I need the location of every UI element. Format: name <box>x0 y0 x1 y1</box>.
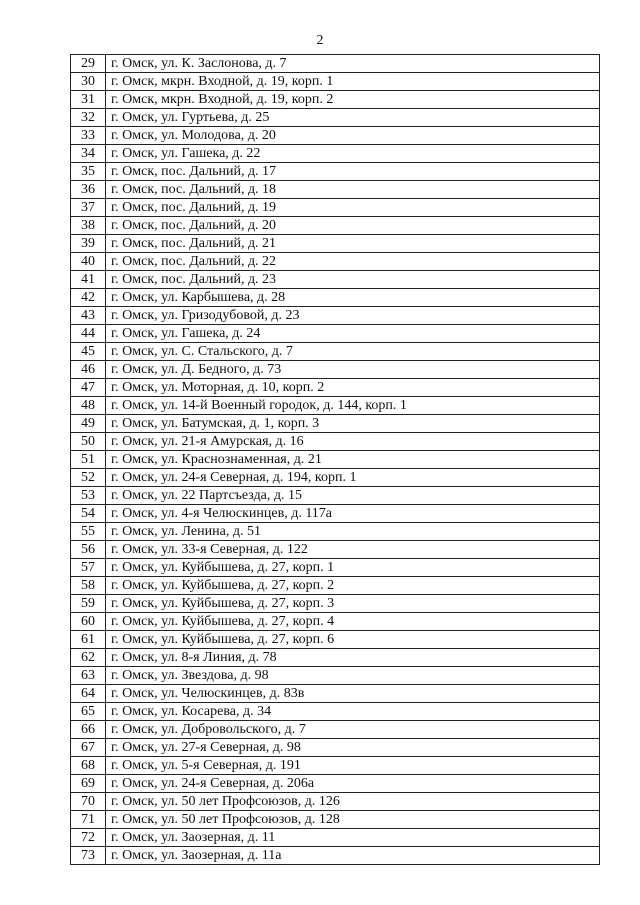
address-cell: г. Омск, ул. Звездова, д. 98 <box>106 667 600 685</box>
address-cell: г. Омск, ул. Челюскинцев, д. 83в <box>106 685 600 703</box>
row-number-cell: 58 <box>71 577 106 595</box>
table-row <box>71 289 600 307</box>
table-row <box>71 91 600 109</box>
row-number-cell: 59 <box>71 595 106 613</box>
table-row <box>71 523 600 541</box>
row-number-cell: 73 <box>71 847 106 865</box>
table-row <box>71 541 600 559</box>
row-number-cell: 45 <box>71 343 106 361</box>
address-cell: г. Омск, пос. Дальний, д. 17 <box>106 163 600 181</box>
table-row <box>71 847 600 865</box>
row-number-cell: 63 <box>71 667 106 685</box>
address-cell: г. Омск, ул. К. Заслонова, д. 7 <box>106 55 600 73</box>
address-cell: г. Омск, ул. 33-я Северная, д. 122 <box>106 541 600 559</box>
table-row <box>71 721 600 739</box>
address-cell: г. Омск, ул. Ленина, д. 51 <box>106 523 600 541</box>
address-cell: г. Омск, ул. 5-я Северная, д. 191 <box>106 757 600 775</box>
row-number-cell: 51 <box>71 451 106 469</box>
row-number-cell: 56 <box>71 541 106 559</box>
address-cell: г. Омск, ул. Молодова, д. 20 <box>106 127 600 145</box>
address-cell: г. Омск, ул. 14-й Военный городок, д. 144, корп. 1 <box>106 397 600 415</box>
table-row <box>71 109 600 127</box>
address-cell: г. Омск, ул. 50 лет Профсоюзов, д. 128 <box>106 811 600 829</box>
table-row <box>71 829 600 847</box>
table-row <box>71 199 600 217</box>
table-row <box>71 163 600 181</box>
address-cell: г. Омск, ул. Д. Бедного, д. 73 <box>106 361 600 379</box>
row-number-cell: 69 <box>71 775 106 793</box>
row-number-cell: 50 <box>71 433 106 451</box>
row-number-cell: 36 <box>71 181 106 199</box>
table-row <box>71 433 600 451</box>
address-cell: г. Омск, ул. 4-я Челюскинцев, д. 117а <box>106 505 600 523</box>
table-row <box>71 595 600 613</box>
address-cell: г. Омск, ул. Гризодубовой, д. 23 <box>106 307 600 325</box>
row-number-cell: 67 <box>71 739 106 757</box>
table-row <box>71 55 600 73</box>
page-number: 2 <box>316 33 324 48</box>
table-row <box>71 235 600 253</box>
address-cell: г. Омск, ул. 27-я Северная, д. 98 <box>106 739 600 757</box>
address-cell: г. Омск, ул. 24-я Северная, д. 194, корп. 1 <box>106 469 600 487</box>
address-cell: г. Омск, ул. Гуртьева, д. 25 <box>106 109 600 127</box>
row-number-cell: 40 <box>71 253 106 271</box>
table-row <box>71 703 600 721</box>
table-row <box>71 73 600 91</box>
address-cell: г. Омск, пос. Дальний, д. 21 <box>106 235 600 253</box>
table-row <box>71 685 600 703</box>
row-number-cell: 70 <box>71 793 106 811</box>
address-cell: г. Омск, ул. Куйбышева, д. 27, корп. 4 <box>106 613 600 631</box>
table-row <box>71 775 600 793</box>
row-number-cell: 60 <box>71 613 106 631</box>
table-row <box>71 613 600 631</box>
address-cell: г. Омск, пос. Дальний, д. 20 <box>106 217 600 235</box>
address-cell: г. Омск, ул. Куйбышева, д. 27, корп. 6 <box>106 631 600 649</box>
table-row <box>71 217 600 235</box>
row-number-cell: 30 <box>71 73 106 91</box>
address-cell: г. Омск, ул. 24-я Северная, д. 206а <box>106 775 600 793</box>
row-number-cell: 71 <box>71 811 106 829</box>
row-number-cell: 43 <box>71 307 106 325</box>
address-cell: г. Омск, ул. Гашека, д. 22 <box>106 145 600 163</box>
row-number-cell: 53 <box>71 487 106 505</box>
address-cell: г. Омск, ул. Батумская, д. 1, корп. 3 <box>106 415 600 433</box>
row-number-cell: 52 <box>71 469 106 487</box>
address-cell: г. Омск, ул. 8-я Линия, д. 78 <box>106 649 600 667</box>
row-number-cell: 29 <box>71 55 106 73</box>
table-row <box>71 793 600 811</box>
address-cell: г. Омск, ул. Куйбышева, д. 27, корп. 1 <box>106 559 600 577</box>
table-row <box>71 379 600 397</box>
table-row <box>71 469 600 487</box>
row-number-cell: 31 <box>71 91 106 109</box>
table-row <box>71 811 600 829</box>
row-number-cell: 41 <box>71 271 106 289</box>
address-cell: г. Омск, ул. Краснознаменная, д. 21 <box>106 451 600 469</box>
table-row <box>71 181 600 199</box>
address-cell: г. Омск, ул. Куйбышева, д. 27, корп. 3 <box>106 595 600 613</box>
row-number-cell: 38 <box>71 217 106 235</box>
address-cell: г. Омск, ул. 50 лет Профсоюзов, д. 126 <box>106 793 600 811</box>
table-row <box>71 397 600 415</box>
row-number-cell: 44 <box>71 325 106 343</box>
table-row <box>71 667 600 685</box>
row-number-cell: 46 <box>71 361 106 379</box>
table-row <box>71 631 600 649</box>
address-cell: г. Омск, пос. Дальний, д. 18 <box>106 181 600 199</box>
address-cell: г. Омск, ул. Заозерная, д. 11а <box>106 847 600 865</box>
table-row <box>71 451 600 469</box>
row-number-cell: 35 <box>71 163 106 181</box>
address-cell: г. Омск, ул. Заозерная, д. 11 <box>106 829 600 847</box>
row-number-cell: 48 <box>71 397 106 415</box>
address-cell: г. Омск, ул. Моторная, д. 10, корп. 2 <box>106 379 600 397</box>
table-row <box>71 361 600 379</box>
address-cell: г. Омск, ул. Куйбышева, д. 27, корп. 2 <box>106 577 600 595</box>
table-row <box>71 577 600 595</box>
row-number-cell: 39 <box>71 235 106 253</box>
address-cell: г. Омск, ул. 21-я Амурская, д. 16 <box>106 433 600 451</box>
address-cell: г. Омск, ул. Карбышева, д. 28 <box>106 289 600 307</box>
address-cell: г. Омск, ул. Косарева, д. 34 <box>106 703 600 721</box>
address-cell: г. Омск, ул. Гашека, д. 24 <box>106 325 600 343</box>
row-number-cell: 66 <box>71 721 106 739</box>
row-number-cell: 42 <box>71 289 106 307</box>
table-row <box>71 127 600 145</box>
row-number-cell: 57 <box>71 559 106 577</box>
row-number-cell: 62 <box>71 649 106 667</box>
row-number-cell: 33 <box>71 127 106 145</box>
table-row <box>71 487 600 505</box>
table-row <box>71 253 600 271</box>
table-row <box>71 271 600 289</box>
row-number-cell: 54 <box>71 505 106 523</box>
table-row <box>71 505 600 523</box>
address-cell: г. Омск, пос. Дальний, д. 23 <box>106 271 600 289</box>
address-table-body <box>71 55 600 865</box>
table-row <box>71 307 600 325</box>
table-row <box>71 415 600 433</box>
table-row <box>71 559 600 577</box>
row-number-cell: 49 <box>71 415 106 433</box>
address-table <box>70 54 600 865</box>
row-number-cell: 68 <box>71 757 106 775</box>
row-number-cell: 37 <box>71 199 106 217</box>
table-row <box>71 649 600 667</box>
address-cell: г. Омск, мкрн. Входной, д. 19, корп. 2 <box>106 91 600 109</box>
row-number-cell: 65 <box>71 703 106 721</box>
row-number-cell: 61 <box>71 631 106 649</box>
address-cell: г. Омск, ул. С. Стальского, д. 7 <box>106 343 600 361</box>
row-number-cell: 72 <box>71 829 106 847</box>
row-number-cell: 32 <box>71 109 106 127</box>
table-row <box>71 343 600 361</box>
table-row <box>71 739 600 757</box>
row-number-cell: 55 <box>71 523 106 541</box>
row-number-cell: 64 <box>71 685 106 703</box>
row-number-cell: 34 <box>71 145 106 163</box>
table-row <box>71 145 600 163</box>
address-cell: г. Омск, мкрн. Входной, д. 19, корп. 1 <box>106 73 600 91</box>
address-cell: г. Омск, пос. Дальний, д. 22 <box>106 253 600 271</box>
address-cell: г. Омск, ул. Добровольского, д. 7 <box>106 721 600 739</box>
row-number-cell: 47 <box>71 379 106 397</box>
table-row <box>71 757 600 775</box>
address-cell: г. Омск, ул. 22 Партсъезда, д. 15 <box>106 487 600 505</box>
address-cell: г. Омск, пос. Дальний, д. 19 <box>106 199 600 217</box>
table-row <box>71 325 600 343</box>
